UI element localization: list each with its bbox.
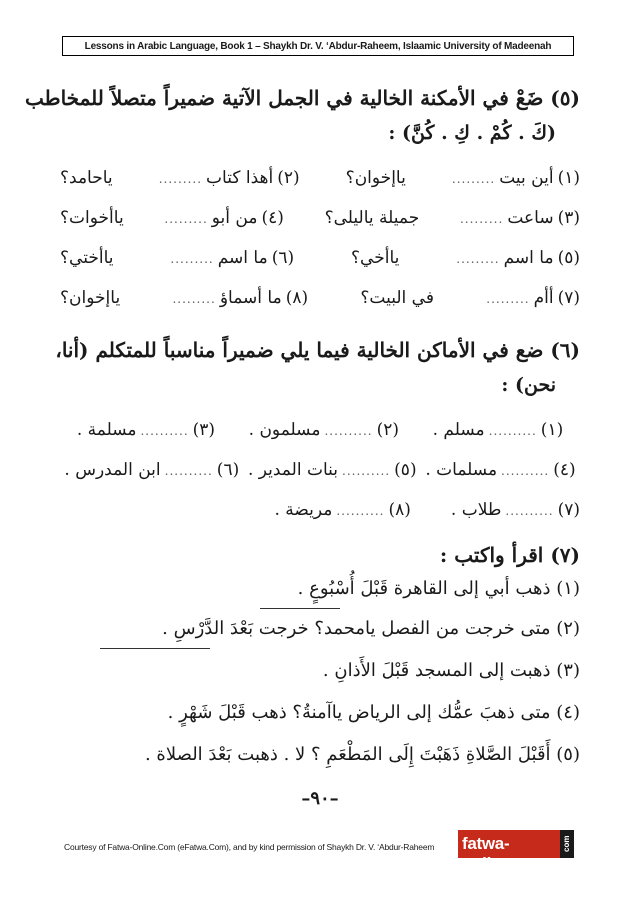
ex7-heading: (٧) اقرأ واكتب :: [439, 543, 580, 567]
item-number: (٥): [394, 460, 417, 480]
item-text: في البيت؟: [360, 288, 434, 308]
item-text: ياأخوات؟: [60, 208, 124, 228]
ex6-subheading: نحن) :: [501, 374, 556, 396]
ex5-row: (٥) ما اسم ......... ياأخي؟ (٦) ما اسم ......... ياأختي؟: [60, 248, 580, 268]
ex5-row: (٣) ساعت ......... جميلة ياليلى؟ (٤) من أبو ......... ياأخوات؟: [60, 208, 580, 228]
item-text: ياأخي؟: [351, 248, 400, 268]
item-text: ما أسماؤ: [219, 288, 282, 308]
ex7-sentence: (٢) متى خرجت من الفصل يامحمد؟ خرجت بَعْدَ الدَّرْسِ .: [162, 618, 580, 639]
ex7-sentence: (١) ذهب أبي إلى القاهرة قَبْلَ أُسْبُوعٍ .: [297, 578, 580, 599]
ex5-subheading: (كَ . كُمْ . كِ . كُنَّ) :: [388, 122, 556, 144]
page-number: –٩٠–: [301, 788, 339, 809]
item-text: أهذا كتاب: [206, 168, 274, 188]
ex6-row: (٤) .......... مسلمات . (٥) .......... بنات المدير . (٦) .......... ابن المدرس .: [64, 460, 576, 480]
item-number: (٤): [553, 460, 576, 480]
ex7-sentence: (٣) ذهبت إلى المسجد قَبْلَ الأَذانِ .: [322, 660, 580, 681]
item-number: (٥): [557, 248, 580, 268]
item-text: ما اسم: [217, 248, 268, 268]
item-text: ياإخوان؟: [60, 288, 121, 308]
item-number: (١): [540, 420, 564, 440]
logo-side-text: com: [560, 830, 574, 858]
item-text: ما اسم: [503, 248, 554, 268]
item-text: مسلمات .: [425, 460, 498, 480]
item-text: ياإخوان؟: [345, 168, 406, 188]
ex6-row: (٧) .......... طلاب . (٨) .......... مريضة .: [274, 500, 580, 520]
item-number: (٨): [285, 288, 309, 308]
item-text: بنات المدير .: [247, 460, 338, 480]
item-text: مسلم .: [432, 420, 485, 440]
item-text: من أبو: [211, 208, 258, 228]
ex7-sentence: (٥) أَقَبْلَ الصَّلاةِ ذَهَبْتَ إِلَى المَطْعَمِ ؟ لا . ذهبت بَعْدَ الصلاة .: [144, 744, 580, 765]
item-number: (٦): [216, 460, 240, 480]
item-number: (٦): [271, 248, 295, 268]
underline: [100, 648, 210, 649]
item-text: ياأختي؟: [60, 248, 114, 268]
ex7-sentence: (٤) متى ذهبَ عمُّك إلى الرياض ياآمنةُ؟ ذهب قَبْلَ شَهْرٍ .: [167, 702, 580, 723]
item-text: طلاب .: [450, 500, 502, 520]
item-text: مسلمون .: [248, 420, 321, 440]
ex6-heading: (٦) ضع في الأماكن الخالية فيما يلي ضميراً مناسباً للمتكلم (أنا،: [55, 338, 580, 362]
logo-text: fatwa-online: [458, 830, 560, 858]
ex5-row: (٧) أأم ......... في البيت؟ (٨) ما أسماؤ ......... ياإخوان؟: [60, 288, 580, 308]
item-number: (٢): [277, 168, 300, 188]
item-text: ياحامد؟: [60, 168, 113, 188]
underline: [260, 608, 340, 609]
ex6-row: (١) .......... مسلم . (٢) .......... مسلمون . (٣) .......... مسلمة .: [76, 420, 564, 440]
ex5-heading: (٥) ضَعْ في الأمكنة الخالية في الجمل الآتية ضميراً متصلاً للمخاطب: [25, 86, 580, 110]
item-text: أين بيت: [499, 168, 554, 188]
item-text: ابن المدرس .: [64, 460, 161, 480]
item-number: (٤): [261, 208, 284, 228]
item-number: (٧): [557, 288, 580, 308]
ex5-row: (١) أين بيت ......... ياإخوان؟ (٢) أهذا كتاب ......... ياحامد؟: [60, 168, 580, 188]
fatwa-online-logo[interactable]: [458, 826, 574, 873]
item-text: مريضة .: [274, 500, 333, 520]
item-number: (١): [557, 168, 580, 188]
item-number: (٣): [557, 208, 580, 228]
item-text: مسلمة .: [76, 420, 137, 440]
item-number: (٧): [557, 500, 580, 520]
item-text: أأم: [533, 288, 554, 308]
item-text: ساعت: [507, 208, 554, 228]
footer-credit: Courtesy of Fatwa-Online.Com (eFatwa.Com), and by kind permission of Shaykh Dr. V. ‘Abdur-Raheem: [64, 842, 435, 852]
item-number: (٢): [376, 420, 400, 440]
item-number: (٣): [192, 420, 216, 440]
header-title: Lessons in Arabic Language, Book 1 – Shaykh Dr. V. ‘Abdur-Raheem, Islaamic University of Madeenah: [62, 36, 574, 56]
item-number: (٨): [388, 500, 411, 520]
item-text: جميلة ياليلى؟: [324, 208, 420, 228]
